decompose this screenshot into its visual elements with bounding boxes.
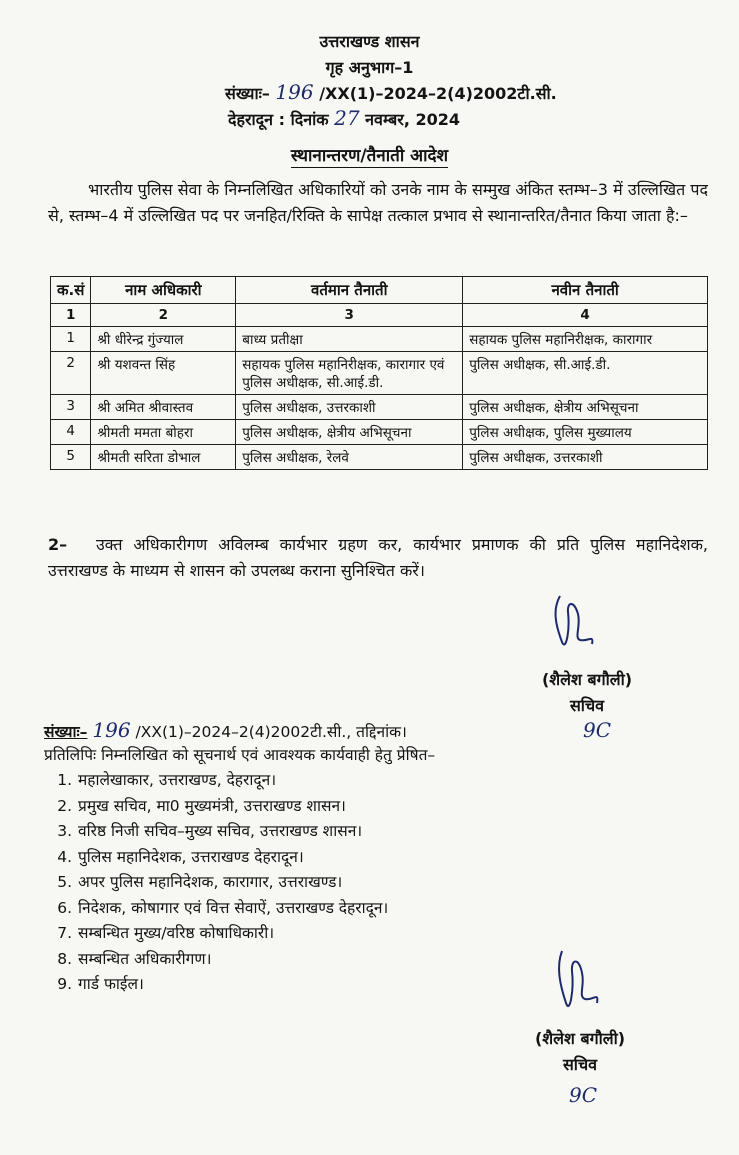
row-new-posting: पुलिस अधीक्षक, सी.आई.डी.: [463, 352, 708, 395]
list-item: 3. वरिष्ठ निजी सचिव–मुख्य सचिव, उत्तराखण्ड शासन।: [57, 822, 363, 840]
paragraph-2-text: उक्त अधिकारीगण अविलम्ब कार्यभार ग्रहण कर, कार्यभार प्रमाणक की प्रति पुलिस महानिदेशक, उत्तराखण्ड के माध्यम से शासन को उपलब्ध कराना सुनिश्चित करें।: [48, 535, 708, 580]
row-current-posting: बाध्य प्रतीक्षा: [236, 327, 463, 352]
order-date-prefix: देहरादून : दिनांक: [228, 110, 329, 129]
order-title: [0, 143, 739, 166]
copy-number-ref: /XX(1)–2024–2(4)2002टी.सी., तद्दिनांक।: [135, 723, 407, 741]
paragraph-2: [48, 532, 708, 584]
row-officer-name: श्री अमित श्रीवास्तव: [91, 395, 236, 420]
row-new-posting: सहायक पुलिस महानिरीक्षक, कारागार: [463, 327, 708, 352]
column-number: 1: [51, 304, 91, 327]
row-sno: 2: [51, 352, 91, 395]
row-new-posting: पुलिस अधीक्षक, उत्तरकाशी: [463, 445, 708, 470]
row-officer-name: श्री धीरेन्द्र गुंज्याल: [91, 327, 236, 352]
row-new-posting: पुलिस अधीक्षक, क्षेत्रीय अभिसूचना: [463, 395, 708, 420]
list-item: 1. महालेखाकार, उत्तराखण्ड, देहरादून।: [57, 771, 277, 789]
signature-scribble-icon: [552, 945, 612, 1020]
table-header-row: [51, 277, 708, 304]
copy-number-handwritten: 196: [92, 718, 131, 742]
order-number: [225, 80, 557, 104]
order-number-label: संख्याः–: [225, 84, 270, 103]
order-date-day-handwritten: 27: [334, 106, 360, 130]
row-current-posting: पुलिस अधीक्षक, उत्तरकाशी: [236, 395, 463, 420]
row-current-posting: सहायक पुलिस महानिरीक्षक, कारागार एवं पुलिस अधीक्षक, सी.आई.डी.: [236, 352, 463, 395]
row-current-posting: पुलिस अधीक्षक, रेलवे: [236, 445, 463, 470]
table-row: [51, 352, 708, 395]
row-current-posting: पुलिस अधीक्षक, क्षेत्रीय अभिसूचना: [236, 420, 463, 445]
header-current-posting: वर्तमान तैनाती: [236, 277, 463, 304]
recipient-list: [44, 768, 388, 998]
header-officer-name: नाम अधिकारी: [91, 277, 236, 304]
list-item: 7. सम्बन्धित मुख्य/वरिष्ठ कोषाधिकारी।: [57, 924, 275, 942]
list-item: 5. अपर पुलिस महानिदेशक, कारागार, उत्तराखण्ड।: [57, 873, 343, 891]
row-officer-name: श्रीमती ममता बोहरा: [91, 420, 236, 445]
order-date: [228, 106, 460, 130]
signatory-initials-handwritten: 9C: [568, 1083, 598, 1107]
list-item: 9. गार्ड फाईल।: [57, 975, 144, 993]
copy-number: [44, 718, 407, 742]
signatory-initials-handwritten: 9C: [582, 718, 612, 742]
row-sno: 4: [51, 420, 91, 445]
paragraph-2-number: 2–: [48, 535, 68, 554]
signatory-designation: सचिव: [569, 696, 605, 715]
signatory-block-2: [510, 1027, 650, 1107]
signatory-block: [517, 668, 657, 742]
row-officer-name: श्री यशवन्त सिंह: [91, 352, 236, 395]
row-sno: 3: [51, 395, 91, 420]
order-number-handwritten: 196: [275, 80, 314, 104]
list-item: 8. सम्बन्धित अधिकारीगण।: [57, 949, 212, 968]
signatory-designation: सचिव: [562, 1055, 598, 1074]
list-item: 6. निदेशक, कोषागार एवं वित्त सेवाऐं, उत्तराखण्ड देहरादून।: [57, 898, 389, 917]
row-sno: 1: [51, 327, 91, 352]
table-row: [51, 445, 708, 470]
signatory-name: (शैलेश बगौली): [541, 670, 633, 689]
transfer-table: [50, 276, 708, 470]
table-row: [51, 327, 708, 352]
row-sno: 5: [51, 445, 91, 470]
signature-scribble-icon: [548, 590, 608, 660]
order-number-ref: /XX(1)–2024–2(4)2002टी.सी.: [319, 84, 557, 103]
header-new-posting: नवीन तैनाती: [463, 277, 708, 304]
table-column-number-row: [51, 304, 708, 327]
department-name: गृह अनुभाग–1: [325, 58, 414, 77]
government-name: उत्तराखण्ड शासन: [319, 32, 420, 51]
signatory-name: (शैलेश बगौली): [534, 1029, 626, 1048]
copy-number-label: संख्याः–: [44, 723, 88, 741]
table-row: [51, 420, 708, 445]
row-officer-name: श्रीमती सरिता डोभाल: [91, 445, 236, 470]
column-number: 4: [463, 304, 708, 327]
column-number: 2: [91, 304, 236, 327]
intro-paragraph: भारतीय पुलिस सेवा के निम्नलिखित अधिकारियों को उनके नाम के सम्मुख अंकित स्तम्भ–3 में उल्लिखित पद से, स्तम्भ–4 में उल्लिखित पद पर जनहित/रिक्ति के सापेक्ष तत्काल प्रभाव से स्थानान्तरित/तैनात किया जाता है:–: [48, 180, 708, 225]
list-item: 4. पुलिस महानिदेशक, उत्तराखण्ड देहरादून।: [57, 847, 304, 866]
order-title-text: स्थानान्तरण/तैनाती आदेश: [290, 146, 449, 166]
list-item: 2. प्रमुख सचिव, मा0 मुख्यमंत्री, उत्तराखण्ड शासन।: [57, 796, 346, 815]
table-row: [51, 395, 708, 420]
column-number: 3: [236, 304, 463, 327]
row-new-posting: पुलिस अधीक्षक, पुलिस मुख्यालय: [463, 420, 708, 445]
header-sno: क.सं: [51, 277, 91, 304]
copy-intro: प्रतिलिपिः निम्नलिखित को सूचनार्थ एवं आवश्यक कार्यवाही हेतु प्रेषित–: [44, 746, 436, 764]
order-date-suffix: नवम्बर, 2024: [365, 110, 461, 129]
